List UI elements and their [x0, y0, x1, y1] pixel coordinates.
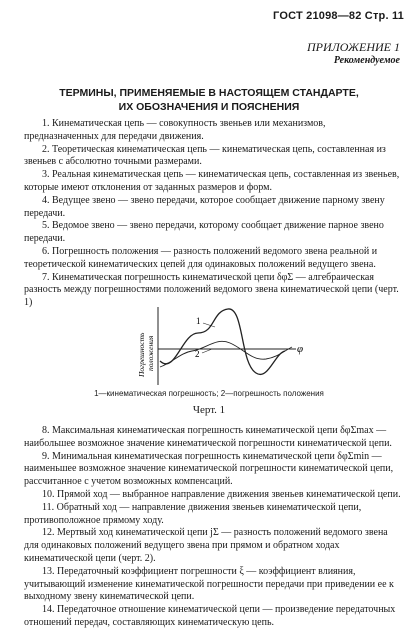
term-paragraph: 6. Погрешность положения — разность положений ведомого звена реальной и теоретической кинематических цепей для одинаковых положений ведущего звена. [24, 245, 378, 270]
term-paragraph: 10. Прямой ход — выбранное направление движения звеньев кинематической цепи. [42, 488, 401, 500]
y-axis-label-line2: положения [146, 335, 155, 371]
term-paragraph: 11. Обратный ход — направление движения звеньев кинематической цепи, противоположное прямому ходу. [24, 501, 362, 526]
appendix-block [307, 40, 400, 66]
term-paragraph: 14. Передаточное отношение кинематической цепи — произведение передаточных отношений передач, составляющих кинематическую цепь. [24, 604, 396, 628]
term-paragraph: 12. Мертвый ход кинематической цепи jΣ — разность положений ведомого звена для одинаковых положений ведущего звена при прямом и обратном ходах кинематической цепи (черт. 2). [24, 527, 388, 564]
terms-list-part2 [24, 425, 402, 630]
term-paragraph: 7. Кинематическая погрешность кинематической цепи δφΣ — алгебраическая разность между погрешностями положений ведомого звена кинематической цепи (черт. 1) [24, 271, 399, 309]
curve-2-label: 2 [195, 349, 200, 359]
figure-number: Черт. 1 [192, 404, 226, 416]
y-axis-label-line1: Погрешность [137, 332, 146, 377]
curve-1-label: 1 [196, 316, 201, 326]
term-paragraph: 5. Ведомое звено — звено передачи, которому сообщает движение парное звено передачи. [24, 220, 384, 245]
term-paragraph: 1. Кинематическая цепь — совокупность звеньев или механизмов, предназначенных для передачи движения. [24, 118, 326, 142]
position-error-curve [160, 341, 292, 367]
appendix-label: ПРИЛОЖЕНИЕ 1 [307, 40, 400, 54]
x-axis-label: φ [297, 343, 304, 355]
term-paragraph: 3. Реальная кинематическая цепь — кинематическая цепь, составленная из звеньев, которые имеют отклонения от заданных размеров и форм. [24, 169, 400, 193]
title-line-2: ИХ ОБОЗНАЧЕНИЯ И ПОЯСНЕНИЯ [118, 101, 300, 113]
label-1-leader [203, 323, 215, 327]
page-header: ГОСТ 21098—82 Стр. 11 [273, 10, 404, 22]
appendix-note: Рекомендуемое [333, 55, 400, 66]
section-title [20, 86, 398, 114]
term-paragraph: 8. Максимальная кинематическая погрешность кинематической цепи δφΣmax — наибольшее возможное значение кинематической погрешности кинематической цепи. [24, 425, 392, 449]
term-paragraph: 13. Передаточный коэффициент погрешности ξ — коэффициент влияния, учитывающий изменение кинематической погрешности передачи при приведении ее к выходному звену кинематической цепи. [24, 565, 394, 603]
figure-caption: 1—кинематическая погрешность; 2—погрешность положения [94, 389, 324, 398]
term-paragraph: 9. Минимальная кинематическая погрешность кинематической цепи δφΣmin — наименьшее возможное значение кинематической погрешности кинематической цепи, рассчитанное с учетом возможных компенсаций. [24, 450, 394, 488]
title-line-1: ТЕРМИНЫ, ПРИМЕНЯЕМЫЕ В НАСТОЯЩЕМ СТАНДАРТЕ, [59, 87, 359, 99]
terms-list-part1 [24, 118, 402, 310]
term-paragraph: 4. Ведущее звено — звено передачи, которое сообщает движение парному звену передачи. [24, 194, 385, 219]
term-paragraph: 2. Теоретическая кинематическая цепь — кинематическая цепь, составленная из звеньев с абсолютно точными размерами. [24, 143, 386, 168]
label-2-leader [202, 349, 212, 353]
error-diagram [120, 303, 310, 391]
